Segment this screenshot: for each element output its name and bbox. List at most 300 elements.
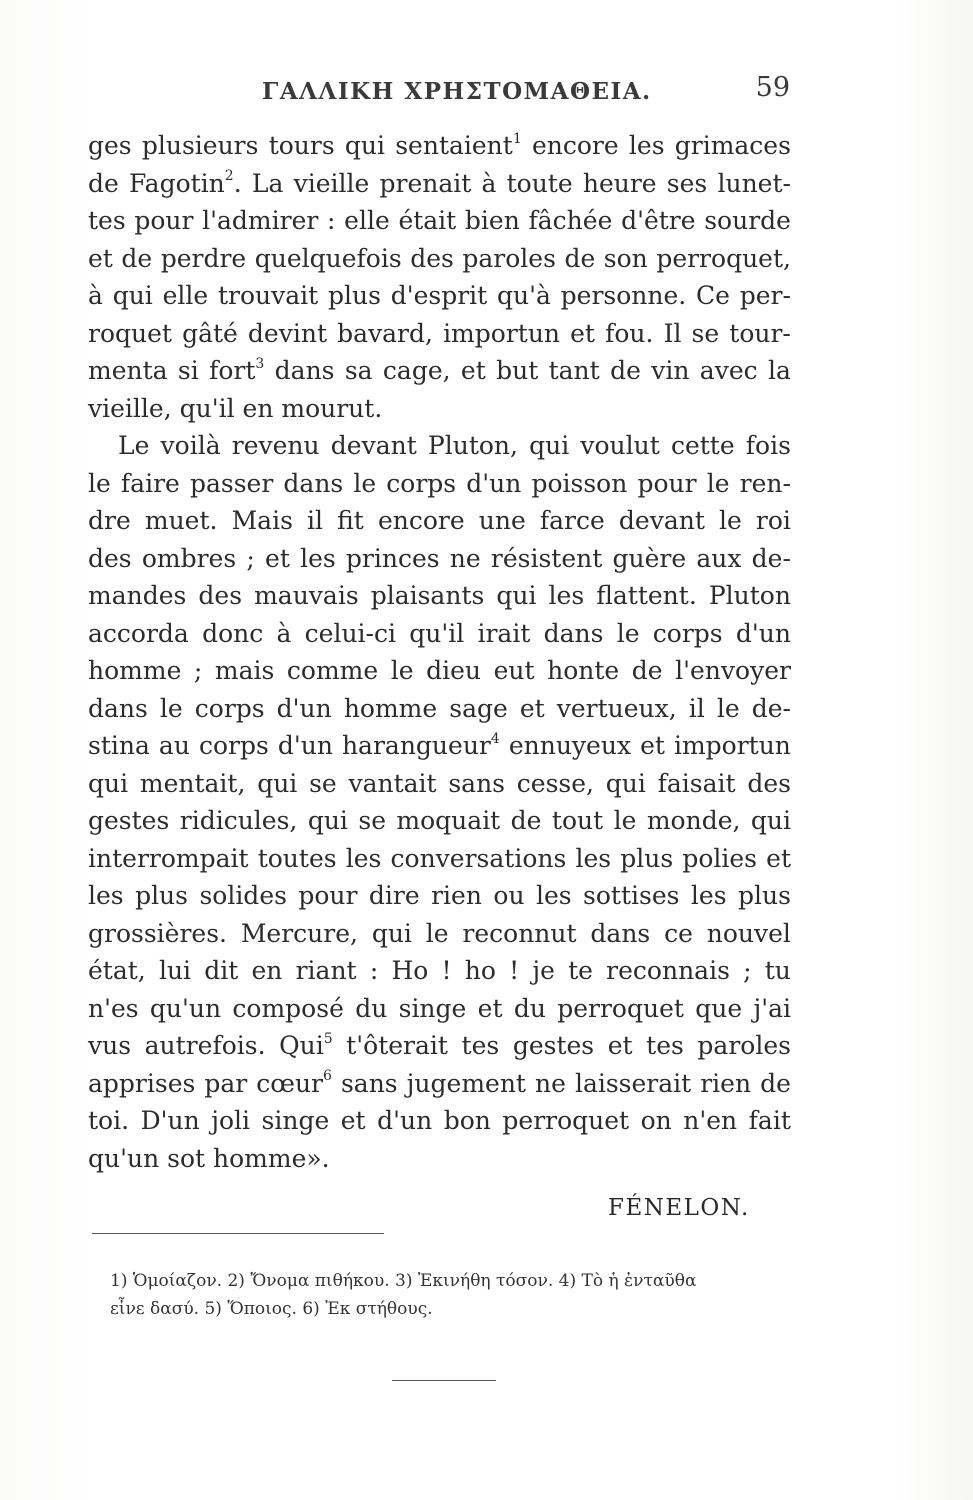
word: sottises bbox=[583, 881, 680, 910]
word: qui bbox=[88, 768, 129, 798]
word: de- bbox=[751, 693, 791, 723]
word: le bbox=[88, 468, 111, 498]
text-line bbox=[88, 1102, 791, 1140]
word: perdre bbox=[160, 243, 247, 273]
bottom-rule bbox=[392, 1380, 496, 1381]
word: paroles bbox=[462, 243, 556, 273]
word: plus bbox=[135, 881, 188, 910]
footnote-marker: 3 bbox=[255, 355, 265, 372]
word: qui bbox=[750, 806, 791, 835]
word: corps bbox=[198, 731, 269, 760]
word: les bbox=[88, 881, 124, 910]
word: cette bbox=[670, 431, 735, 460]
word: et bbox=[88, 243, 113, 273]
word: il bbox=[307, 506, 324, 535]
text-line bbox=[88, 690, 791, 728]
word: sa bbox=[344, 356, 373, 385]
word: Mercure, bbox=[240, 918, 358, 948]
text-line bbox=[88, 540, 791, 578]
word: le bbox=[719, 506, 742, 535]
word: gestes bbox=[88, 806, 170, 835]
word: tes bbox=[646, 1031, 684, 1060]
word: des bbox=[747, 768, 791, 798]
word: et bbox=[766, 843, 791, 873]
word: corps bbox=[194, 693, 265, 723]
word: pour bbox=[134, 206, 194, 235]
page-number: 59 bbox=[755, 72, 790, 103]
word: Pluton bbox=[708, 581, 791, 610]
word: but bbox=[496, 356, 539, 385]
word: qui bbox=[112, 281, 153, 310]
word: résistent bbox=[490, 543, 603, 573]
word: tu bbox=[764, 956, 791, 985]
word: autrefois. bbox=[144, 1031, 266, 1060]
word: ennuyeux bbox=[508, 731, 632, 760]
word: joli bbox=[211, 1106, 250, 1135]
footnote-line: εἶνε δασύ. 5) Ὅποιος. 6) Ἐκ στήθους. bbox=[110, 1299, 433, 1319]
word: d'un bbox=[377, 1106, 433, 1135]
word: plusieurs bbox=[141, 131, 259, 160]
word: dans bbox=[543, 618, 604, 648]
word: paroles bbox=[697, 1031, 791, 1060]
word: à bbox=[481, 168, 497, 198]
word: apprises bbox=[88, 1068, 196, 1098]
word: ce bbox=[664, 918, 693, 948]
word: quelquefois bbox=[254, 243, 402, 273]
word: de bbox=[631, 656, 663, 685]
word: aux bbox=[696, 543, 742, 573]
word: voulut bbox=[580, 431, 660, 460]
word: Pluton, bbox=[427, 431, 518, 460]
word: n'es bbox=[88, 993, 139, 1023]
word: le bbox=[613, 806, 637, 835]
word: passer bbox=[189, 468, 274, 498]
word: : bbox=[327, 206, 336, 235]
word: cage, bbox=[382, 356, 451, 385]
word: faire bbox=[120, 468, 180, 498]
word: état, bbox=[88, 956, 146, 985]
word: qui bbox=[371, 918, 412, 948]
word: ; bbox=[246, 543, 255, 573]
word: prenait bbox=[379, 168, 472, 198]
word: personne. bbox=[560, 281, 687, 310]
word: comme bbox=[286, 656, 379, 685]
line-text: qu'un sot homme». bbox=[88, 1143, 330, 1173]
body-text bbox=[88, 127, 791, 1177]
footnote-marker: 6 bbox=[323, 1068, 332, 1085]
word: muet. bbox=[144, 506, 218, 535]
word: reconnut bbox=[462, 918, 577, 948]
word: t'ôterait bbox=[346, 1031, 448, 1060]
word: tes bbox=[88, 206, 126, 235]
word: irait bbox=[477, 618, 531, 648]
word: corps bbox=[652, 618, 723, 648]
word: n'en bbox=[683, 1106, 738, 1135]
word: et bbox=[570, 318, 595, 348]
word: accorda bbox=[88, 618, 189, 648]
word: le bbox=[716, 693, 740, 723]
text-line bbox=[88, 765, 791, 803]
text-line bbox=[88, 615, 791, 653]
word: donc bbox=[202, 618, 264, 648]
word: ou bbox=[493, 881, 525, 910]
word: tant bbox=[548, 356, 600, 385]
author-signature: FÉNELON. bbox=[608, 1195, 750, 1221]
word: corps bbox=[386, 468, 457, 498]
text-line bbox=[88, 315, 791, 353]
word: bon bbox=[443, 1106, 491, 1135]
text-line bbox=[88, 277, 791, 315]
word: mentait, bbox=[139, 768, 246, 798]
word: tout bbox=[551, 806, 604, 835]
word: qu'à bbox=[496, 281, 551, 310]
word: jugement bbox=[406, 1068, 526, 1098]
word: dans bbox=[274, 356, 335, 385]
word: farce bbox=[539, 506, 605, 535]
word: sourde bbox=[704, 206, 791, 235]
word: j'ai bbox=[753, 993, 791, 1023]
page-header bbox=[90, 70, 790, 110]
word: homme bbox=[88, 656, 182, 685]
text-line bbox=[88, 240, 791, 278]
text-line bbox=[88, 952, 791, 990]
word: de bbox=[760, 1068, 791, 1098]
word: ; bbox=[743, 956, 752, 985]
word: ! bbox=[509, 956, 520, 985]
word: qui bbox=[257, 768, 298, 798]
word: qui bbox=[307, 806, 348, 835]
word: dans bbox=[88, 693, 148, 723]
footnote-marker: 2 bbox=[224, 168, 234, 185]
text-line bbox=[88, 652, 791, 690]
word: ses bbox=[666, 168, 708, 198]
word: monde, bbox=[646, 806, 741, 835]
word: gestes bbox=[512, 1031, 595, 1060]
word: guère bbox=[612, 543, 687, 573]
word: était bbox=[398, 206, 457, 235]
word: mais bbox=[214, 656, 275, 685]
word: en bbox=[251, 956, 283, 985]
word: toute bbox=[506, 168, 573, 198]
word: Ho bbox=[391, 956, 429, 985]
word: stina bbox=[88, 731, 150, 760]
word: devant bbox=[330, 431, 417, 460]
word: celui-ci bbox=[304, 618, 396, 648]
word: tour- bbox=[729, 318, 791, 348]
word: son bbox=[603, 243, 648, 273]
word: devint bbox=[247, 318, 327, 348]
word: avec bbox=[699, 356, 758, 385]
word: devant bbox=[618, 506, 705, 535]
word: de bbox=[88, 168, 119, 198]
text-line bbox=[88, 915, 791, 953]
word: que bbox=[695, 993, 743, 1023]
text-line bbox=[88, 352, 791, 390]
word: les bbox=[690, 881, 727, 910]
word: ne bbox=[449, 543, 481, 573]
word: tours bbox=[268, 131, 335, 160]
word: d'un bbox=[735, 618, 791, 648]
word: ren- bbox=[739, 468, 791, 498]
text-line bbox=[88, 465, 791, 503]
word: encore bbox=[377, 506, 465, 535]
text-line bbox=[88, 127, 791, 165]
text-line bbox=[88, 390, 791, 428]
word: je bbox=[532, 956, 555, 985]
word: bien bbox=[464, 206, 520, 235]
word: trouvait bbox=[217, 281, 319, 310]
word: au bbox=[158, 731, 190, 760]
running-title: ΓΑΛΛΙΚΗ ΧΡΗΣΤΟΜΑΘΕΙΑ. bbox=[262, 78, 652, 105]
word: nouvel bbox=[706, 918, 791, 948]
word: menta bbox=[88, 356, 168, 385]
footnote-marker: 4 bbox=[490, 730, 500, 747]
word: princes bbox=[345, 543, 440, 573]
word: vieille bbox=[293, 168, 370, 198]
word: La bbox=[251, 168, 284, 198]
word: fait bbox=[748, 1106, 791, 1135]
word: bavard, bbox=[337, 318, 433, 348]
word: d'un bbox=[466, 468, 522, 498]
word: et bbox=[340, 1106, 366, 1135]
word: : bbox=[369, 956, 379, 985]
word: fit bbox=[337, 506, 364, 535]
word: interrompait bbox=[88, 843, 249, 873]
word: les bbox=[535, 881, 572, 910]
word: dans bbox=[283, 468, 344, 498]
word: de bbox=[510, 806, 542, 835]
text-line bbox=[88, 202, 791, 240]
word: riant bbox=[295, 956, 357, 985]
word: d'un bbox=[276, 693, 332, 723]
word: plus bbox=[327, 281, 381, 310]
word: fou. bbox=[605, 318, 654, 348]
word: ne bbox=[535, 1068, 566, 1098]
word: et bbox=[265, 543, 290, 573]
word: vertueux, bbox=[556, 693, 677, 723]
word: le bbox=[616, 618, 640, 648]
word: pour bbox=[298, 881, 358, 910]
word: dieu bbox=[426, 656, 482, 685]
word: les bbox=[345, 843, 382, 873]
word: la bbox=[767, 356, 791, 385]
word: Mais bbox=[231, 506, 293, 535]
text-line bbox=[88, 727, 791, 765]
word: des bbox=[198, 581, 243, 610]
word: des bbox=[88, 543, 132, 573]
word: les bbox=[548, 581, 585, 610]
word: homme bbox=[343, 693, 438, 723]
word: le bbox=[353, 468, 377, 498]
word: moquait bbox=[396, 806, 501, 835]
text-line bbox=[88, 427, 791, 465]
word: qu'un bbox=[149, 993, 222, 1023]
word: à bbox=[276, 618, 292, 648]
word: il bbox=[688, 693, 705, 723]
word: perroquet, bbox=[656, 243, 791, 273]
word: perroquet bbox=[557, 993, 684, 1023]
word: se bbox=[691, 318, 720, 348]
text-line bbox=[88, 840, 791, 878]
word: d'esprit bbox=[390, 281, 488, 310]
word: poisson bbox=[531, 468, 628, 498]
word: lui bbox=[158, 956, 192, 985]
word: et bbox=[519, 693, 545, 723]
word: du bbox=[513, 993, 546, 1023]
text-line bbox=[88, 990, 791, 1028]
word: Le bbox=[118, 431, 150, 460]
word: ges bbox=[88, 131, 132, 160]
word: qui bbox=[605, 768, 646, 798]
word: les bbox=[575, 843, 612, 873]
footnote-marker: 1 bbox=[512, 130, 522, 147]
word: ho bbox=[464, 956, 496, 985]
word: on bbox=[640, 1106, 672, 1135]
word: plus bbox=[620, 843, 674, 873]
word: importun bbox=[443, 318, 561, 348]
word: ! bbox=[441, 956, 452, 985]
text-line bbox=[88, 502, 791, 540]
word: qui bbox=[496, 581, 537, 610]
word: plaisants bbox=[370, 581, 485, 610]
word: sans bbox=[448, 768, 506, 798]
word: et bbox=[607, 1031, 633, 1060]
word: dre bbox=[88, 506, 131, 535]
footnote-rule bbox=[92, 1233, 384, 1234]
word: ridicules, bbox=[179, 806, 298, 835]
word: de bbox=[610, 356, 641, 385]
word: les bbox=[300, 543, 336, 573]
word: sans bbox=[340, 1068, 398, 1098]
word: harangueur$^4$ bbox=[341, 730, 500, 760]
word: d'être bbox=[621, 206, 696, 235]
word: fâchée bbox=[528, 206, 613, 235]
word: perroquet bbox=[502, 1106, 630, 1135]
word: toi. bbox=[88, 1106, 130, 1135]
word: rien bbox=[700, 1068, 752, 1098]
word: conversations bbox=[390, 843, 567, 873]
word: l'envoyer bbox=[675, 656, 791, 685]
word: roi bbox=[755, 506, 791, 535]
word: fois bbox=[745, 431, 791, 460]
word: honte bbox=[547, 656, 620, 685]
word: le bbox=[159, 693, 183, 723]
word: qui bbox=[529, 431, 570, 460]
word: dans bbox=[590, 918, 651, 948]
word: le bbox=[390, 656, 414, 685]
word: de bbox=[121, 243, 153, 273]
word: grossières. bbox=[88, 918, 227, 948]
word: gâté bbox=[182, 318, 238, 348]
text-line bbox=[88, 1140, 791, 1178]
word: grimaces bbox=[674, 131, 791, 160]
word: flattent. bbox=[596, 581, 697, 610]
word: fort$^3$ bbox=[209, 355, 265, 385]
word: encore bbox=[531, 131, 619, 160]
word: les bbox=[628, 131, 665, 160]
word: du bbox=[355, 993, 388, 1023]
word: cesse, bbox=[516, 768, 594, 798]
word: mandes bbox=[88, 581, 187, 610]
word: l'admirer bbox=[202, 206, 319, 235]
word: et bbox=[460, 356, 486, 385]
text-line bbox=[88, 802, 791, 840]
word: de- bbox=[751, 543, 791, 573]
word: D'un bbox=[140, 1106, 200, 1135]
word: et bbox=[640, 731, 665, 760]
word: composé bbox=[232, 993, 344, 1023]
word: dit bbox=[204, 956, 239, 985]
word: polies bbox=[682, 843, 757, 873]
word: se bbox=[358, 806, 386, 835]
word: qui bbox=[344, 131, 385, 160]
word: singe bbox=[261, 1106, 330, 1135]
word: le bbox=[425, 918, 449, 948]
word: elle bbox=[162, 281, 209, 310]
word: voilà bbox=[160, 431, 221, 460]
word: dire bbox=[368, 881, 420, 910]
word: vin bbox=[651, 356, 690, 385]
word: Fagotin$^2$. bbox=[129, 168, 242, 198]
text-line bbox=[88, 877, 791, 915]
word: de bbox=[564, 243, 596, 273]
word: qu'il bbox=[409, 618, 465, 648]
word: Il bbox=[663, 318, 682, 348]
text-line bbox=[88, 165, 791, 203]
word: laisserait bbox=[574, 1068, 692, 1098]
word: sage bbox=[449, 693, 508, 723]
word: une bbox=[478, 506, 526, 535]
word: eut bbox=[493, 656, 535, 685]
word: des bbox=[410, 243, 454, 273]
word: cœur$^6$ bbox=[256, 1068, 332, 1098]
line-text: vieille, qu'il en mourut. bbox=[88, 393, 383, 423]
word: Ce bbox=[696, 281, 730, 310]
word: d'un bbox=[277, 731, 333, 760]
footnote-line: 1) Ὁμοίαζον. 2) Ὄνομα πιθήκου. 3) Ἐκινήθη τόσον. 4) Τὸ ἡ ἐνταῦθα bbox=[110, 1271, 697, 1291]
word: singe bbox=[398, 993, 467, 1023]
word: elle bbox=[344, 206, 390, 235]
footnote-marker: 5 bbox=[323, 1030, 333, 1047]
word: vus bbox=[88, 1031, 132, 1060]
word: si bbox=[177, 356, 199, 385]
word: lunet- bbox=[717, 168, 791, 198]
text-line bbox=[88, 577, 791, 615]
word: importun bbox=[673, 731, 791, 760]
word: reconnais bbox=[606, 956, 730, 985]
word: ombres bbox=[141, 543, 237, 573]
word: le bbox=[706, 468, 730, 498]
word: heure bbox=[582, 168, 657, 198]
word: toutes bbox=[257, 843, 337, 873]
word: et bbox=[477, 993, 503, 1023]
word: pour bbox=[637, 468, 697, 498]
word: à bbox=[88, 281, 103, 310]
word: roquet bbox=[88, 318, 172, 348]
word: mauvais bbox=[254, 581, 359, 610]
word: par bbox=[204, 1068, 248, 1098]
word: revenu bbox=[231, 431, 320, 460]
text-line bbox=[88, 1065, 791, 1103]
word: Qui$^5$ bbox=[279, 1030, 333, 1060]
text-line bbox=[88, 1027, 791, 1065]
word: per- bbox=[739, 281, 791, 310]
word: rien bbox=[431, 881, 482, 910]
word: se bbox=[309, 768, 337, 798]
word: ; bbox=[193, 656, 203, 685]
word: te bbox=[568, 956, 593, 985]
footnotes bbox=[110, 1267, 810, 1323]
